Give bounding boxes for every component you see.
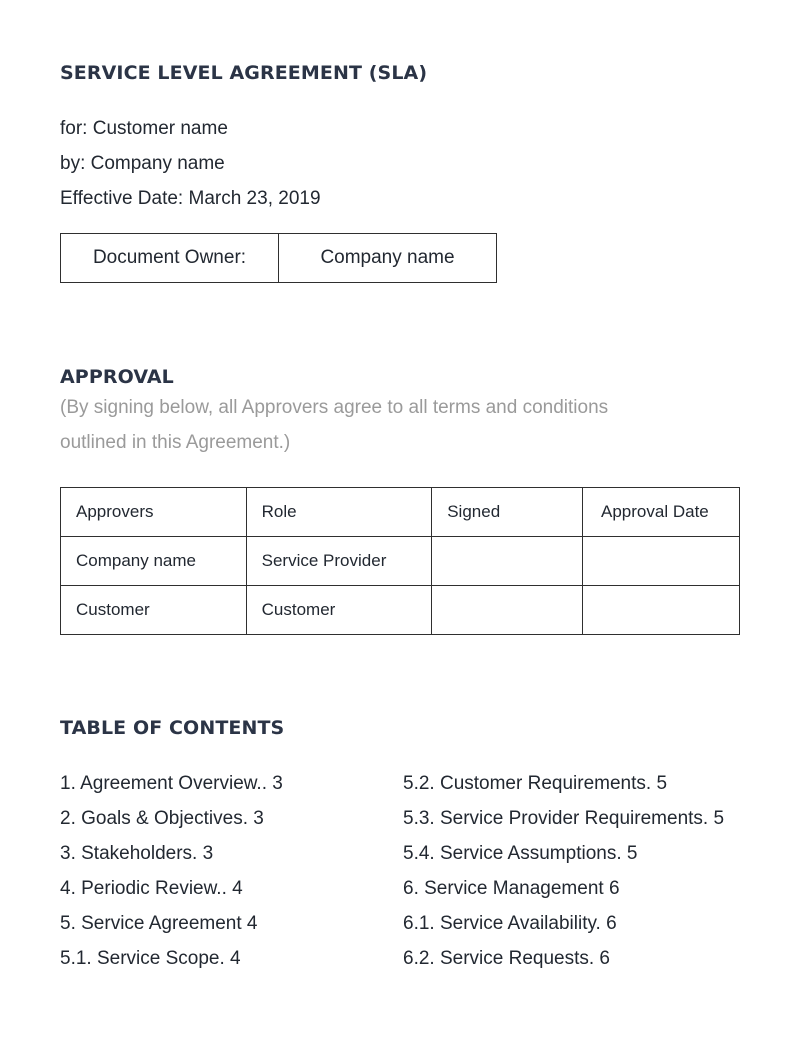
document-owner-table — [60, 233, 497, 283]
table-header-row — [61, 488, 740, 537]
toc-item[interactable]: 5.1. Service Scope. 4 — [60, 948, 241, 969]
approval-date-cell[interactable] — [583, 537, 740, 586]
toc-item[interactable]: 6. Service Management 6 — [403, 878, 620, 899]
approval-heading: APPROVAL — [60, 366, 174, 388]
approver-cell: Customer — [61, 586, 247, 635]
header-signed: Signed — [432, 488, 583, 537]
toc-item[interactable]: 5. Service Agreement 4 — [60, 913, 258, 934]
toc-item[interactable]: 1. Agreement Overview.. 3 — [60, 773, 283, 794]
owner-value-cell: Company name — [279, 234, 497, 283]
toc-item[interactable]: 6.1. Service Availability. 6 — [403, 913, 617, 934]
toc-item[interactable]: 5.3. Service Provider Requirements. 5 — [403, 808, 725, 829]
toc-item[interactable]: 2. Goals & Objectives. 3 — [60, 808, 264, 829]
for-line: for: Customer name — [60, 118, 228, 139]
header-approval-date: Approval Date — [583, 488, 740, 537]
by-line: by: Company name — [60, 153, 225, 174]
toc-item[interactable]: 5.2. Customer Requirements. 5 — [403, 773, 668, 794]
toc-left-column — [60, 770, 283, 980]
approval-note-line-1: (By signing below, all Approvers agree to all terms and conditions — [60, 397, 609, 418]
toc-item[interactable]: 4. Periodic Review.. 4 — [60, 878, 243, 899]
table-row — [61, 537, 740, 586]
approver-cell: Company name — [61, 537, 247, 586]
document-title: SERVICE LEVEL AGREEMENT (SLA) — [60, 62, 428, 84]
header-role: Role — [246, 488, 432, 537]
toc-item[interactable]: 3. Stakeholders. 3 — [60, 843, 214, 864]
effective-date-line: Effective Date: March 23, 2019 — [60, 188, 321, 209]
toc-item[interactable]: 6.2. Service Requests. 6 — [403, 948, 610, 969]
role-cell: Customer — [246, 586, 432, 635]
toc-item[interactable]: 5.4. Service Assumptions. 5 — [403, 843, 638, 864]
toc-heading: TABLE OF CONTENTS — [60, 717, 285, 739]
table-row — [61, 586, 740, 635]
owner-label-cell: Document Owner: — [61, 234, 279, 283]
header-approvers: Approvers — [61, 488, 247, 537]
signed-cell[interactable] — [432, 586, 583, 635]
approval-table — [60, 487, 740, 635]
role-cell: Service Provider — [246, 537, 432, 586]
toc-right-column — [403, 770, 724, 980]
approval-note-line-2: outlined in this Agreement.) — [60, 432, 291, 453]
signed-cell[interactable] — [432, 537, 583, 586]
approval-date-cell[interactable] — [583, 586, 740, 635]
